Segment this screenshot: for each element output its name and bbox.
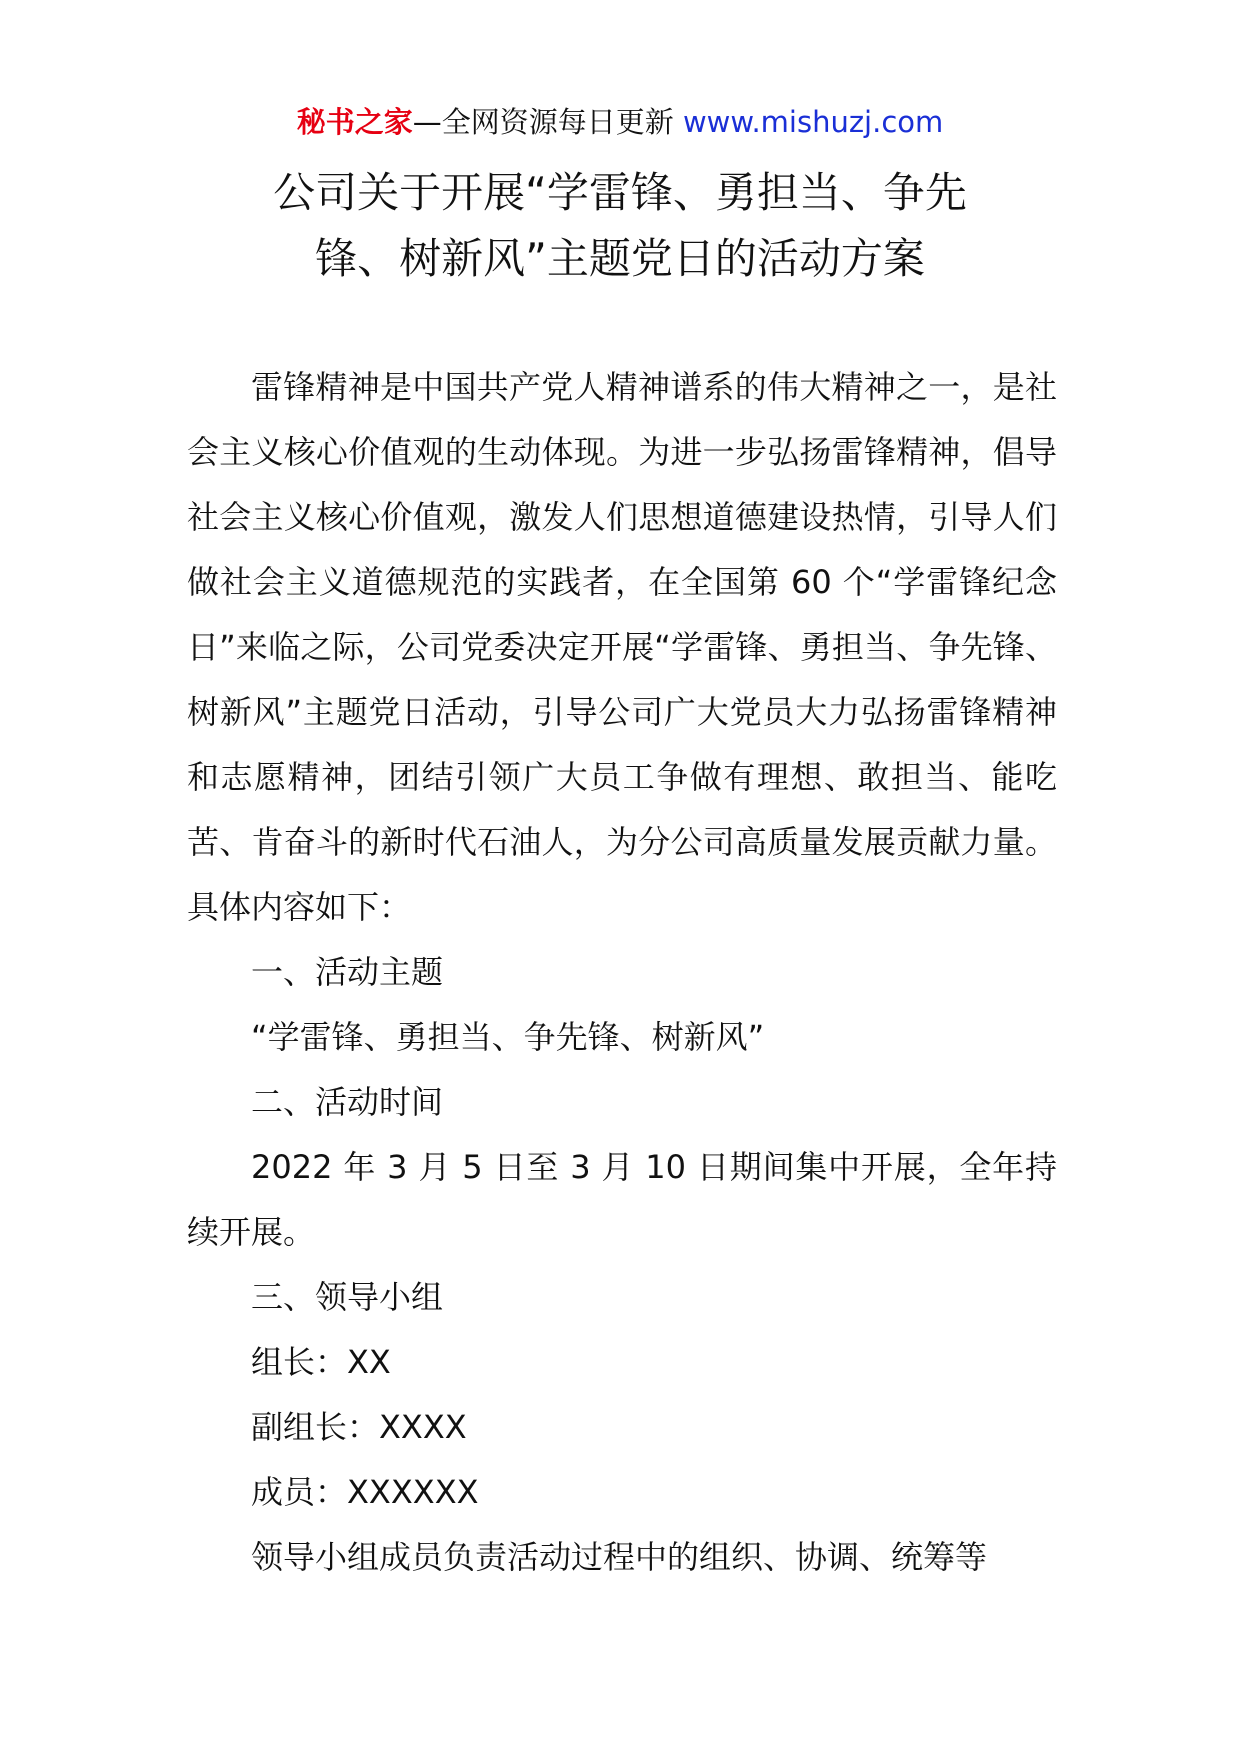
time-text: 2022 年 3 月 5 日至 3 月 10 日期间集中开展，全年持续开展。: [187, 1148, 1057, 1251]
theme-text: “学雷锋、勇担当、争先锋、树新风”: [251, 1018, 765, 1056]
document-title: [0, 160, 1240, 292]
section-heading-theme: 一、活动主题: [251, 953, 444, 991]
site-tagline: —全网资源每日更新: [412, 105, 683, 139]
deputy-leader-line: 副组长：XXXX: [251, 1408, 467, 1446]
leadership-duty-text: 领导小组成员负责活动过程中的组织、协调、统筹等: [251, 1538, 988, 1576]
document-title-line-1: 公司关于开展“学雷锋、勇担当、争先: [273, 168, 967, 217]
site-brand: 秘书之家: [296, 105, 413, 139]
document-title-line-2: 锋、树新风”主题党日的活动方案: [315, 234, 925, 283]
members-line: 成员：XXXXXX: [251, 1473, 479, 1511]
document-body: [187, 355, 1057, 1590]
leader-line: 组长：XX: [251, 1343, 391, 1381]
site-header: [0, 100, 1240, 144]
section-heading-leadership: 三、领导小组: [251, 1278, 444, 1316]
section-heading-time: 二、活动时间: [251, 1083, 444, 1121]
site-url-link[interactable]: www.mishuzj.com: [682, 105, 944, 139]
intro-paragraph: 雷锋精神是中国共产党人精神谱系的伟大精神之一，是社会主义核心价值观的生动体现。为进一步弘扬雷锋精神，倡导社会主义核心价值观，激发人们思想道德建设热情，引导人们做社会主义道德规范的实践者，在全国第 60 个“学雷锋纪念日”来临之际，公司党委决定开展“学雷锋、勇担当、争先锋、树新风”主题党日活动，引导公司广大党员大力弘扬雷锋精神和志愿精神，团结引领广大员工争做有理想、敢担当、能吃苦、肯奋斗的新时代石油人，为分公司高质量发展贡献力量。具体内容如下：: [187, 368, 1057, 926]
